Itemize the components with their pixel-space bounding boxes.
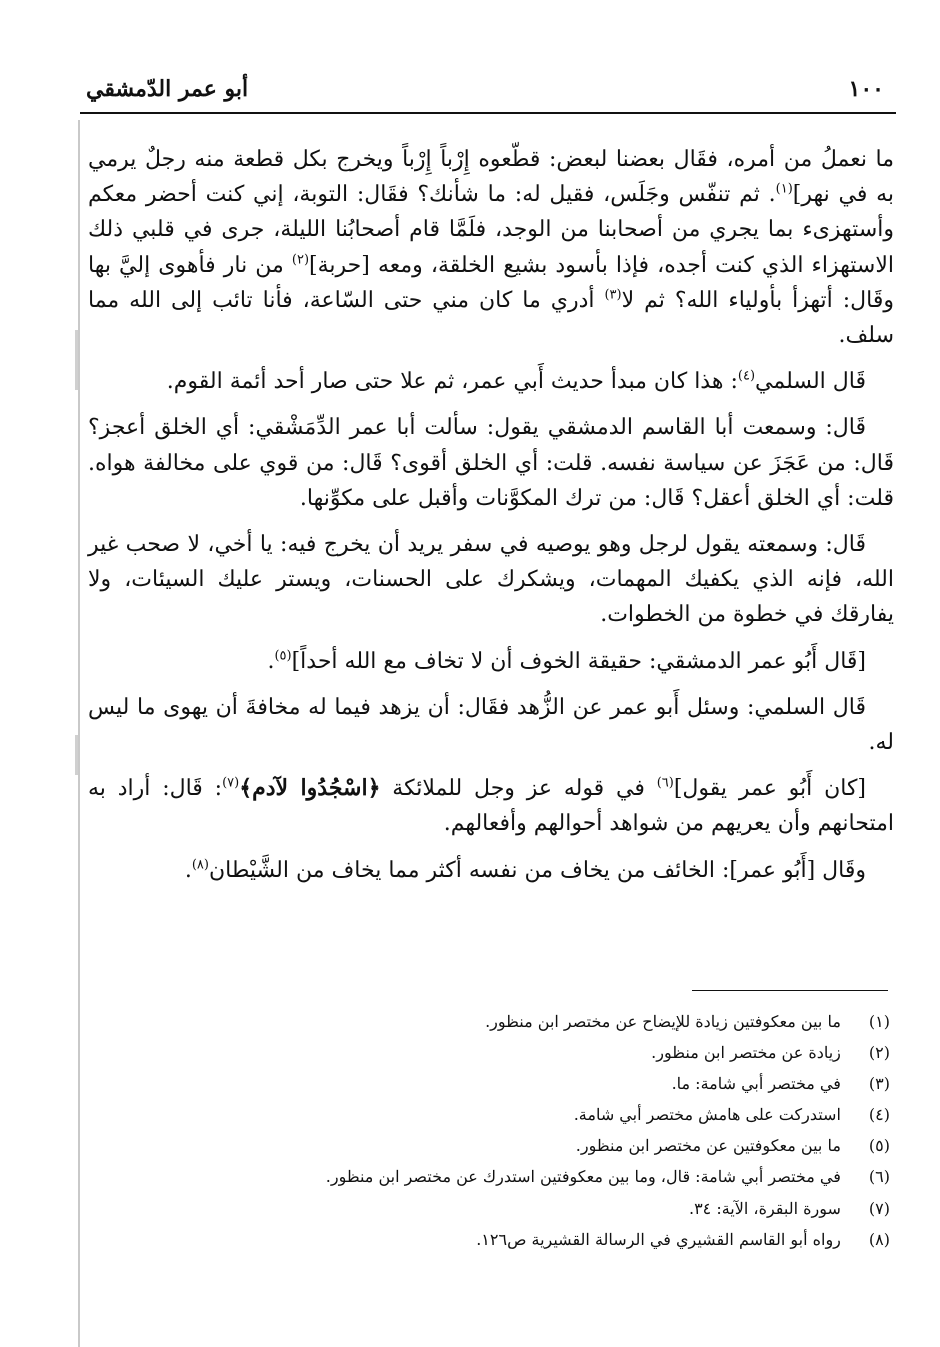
footnote-text: في مختصر أبي شامة: قال، وما بين معكوفتين استدرك عن مختصر ابن منظور. — [325, 1167, 841, 1187]
footnote-number: (٥) — [868, 1136, 890, 1156]
footnote-ref: (١) — [775, 181, 793, 197]
text-run: قَال: وسمعت أبا القاسم الدمشقي يقول: سألت أبا عمر الدِّمَشْقي: أي الخلق أعجز؟ قَال: من عَجَزَ عن سياسة نفسه. قلت: أي الخلق أقوى؟ قَال: من قوي على مخالفة هواه. قلت: أي الخلق أعقل؟ قَال: من ترك المكوَّنات وأقبل على مكوِّنها. — [88, 415, 894, 511]
quran-verse: ﴿اسْجُدُوا لآدم﴾ — [239, 775, 381, 802]
footnote-separator — [692, 990, 888, 991]
footnote — [120, 1006, 890, 1037]
paragraph — [88, 410, 894, 516]
binding-edge-line — [78, 120, 80, 1347]
footnote-number: (٢) — [868, 1043, 890, 1063]
text-run: قَال: وسمعته يقول لرجل وهو يوصيه في سفر يريد أن يخرج فيه: يا أخي، لا صحب غير الله، فإنه الذي يكفيك المهمات، ويشكرك على الحسنات، ويستر عليك السيئات، ولا يفارقك في خطوة من الخطوات. — [88, 532, 894, 628]
footnote — [120, 1068, 890, 1099]
page-header — [80, 70, 892, 110]
text-run: [قَال أَبُو عمر الدمشقي: حقيقة الخوف أن لا تخاف مع الله أحداً] — [291, 648, 866, 674]
margin-mark — [75, 735, 78, 775]
text-run: قَال السلمي: وسئل أَبو عمر عن الزُّهد فقَال: أن يزهد فيما له مخافةَ أن يهوى ما ليس له. — [88, 694, 894, 756]
text-run: قَال السلمي — [755, 369, 866, 395]
text-run: . ثم تنفّس وجَلَس، فقيل له: ما شأنك؟ فقَال: التوبة، إني كنت أحضر معكم وأستهزىء بما يجري من أصحابنا من الوجد، فلَمَّا قام أصحابُنا الليلة، جرى في قلبي ذلك الاستهزاء الذي كنت أجده، فإذا بأسود بشيع الخلقة، ومعه [حربة] — [88, 182, 895, 278]
text-run: : قَال: أراد به امتحانهم وأن يعريهم من شواهد أحوالهم وأفعالهم. — [88, 776, 894, 837]
paragraph — [88, 644, 894, 679]
footnote-text: استدركت على هامش مختصر أبي شامة. — [573, 1105, 841, 1125]
footnote — [120, 1161, 890, 1192]
text-run: ما نعملُ من أمره، فقَال بعضنا لبعض: قطّعوه إِرْباً إِرْباً ويخرج بكل قطعة منه رجلٌ يرمي به في نهر] — [88, 147, 895, 208]
paragraph — [88, 690, 894, 760]
footnote-ref: (٨) — [191, 857, 209, 873]
footnote-text: رواه أبو القاسم القشيري في الرسالة القشيرية ص١٢٦. — [476, 1229, 841, 1249]
text-run: . — [184, 857, 192, 883]
footnote — [120, 1193, 890, 1224]
footnotes — [120, 1006, 890, 1255]
footnote-number: (٦) — [868, 1167, 890, 1187]
text-run: في قوله عز وجل للملائكة — [380, 776, 657, 802]
paragraph — [88, 142, 894, 353]
page-number: ١٠٠ — [848, 76, 884, 102]
paragraph — [88, 364, 894, 399]
footnote-ref: (٧) — [222, 775, 240, 791]
footnote-ref: (٤) — [737, 368, 756, 384]
footnote-text: زيادة عن مختصر ابن منظور. — [651, 1043, 841, 1063]
text-run: . — [267, 648, 275, 674]
footnote — [120, 1224, 890, 1255]
footnote — [120, 1099, 890, 1130]
footnote — [120, 1037, 890, 1068]
paragraph — [88, 853, 894, 888]
footnote-text: ما بين معكوفتين عن مختصر ابن منظور. — [575, 1136, 841, 1156]
main-text — [88, 142, 894, 899]
footnote-ref: (٦) — [656, 775, 674, 791]
footnote-number: (١) — [868, 1012, 890, 1031]
paragraph — [88, 771, 894, 841]
text-run: من نار فأهوى إليَّ بها وقَال: أتهزأ بأولياء الله؟ ثم لا — [88, 252, 894, 313]
paragraph — [88, 527, 894, 633]
footnote-number: (٤) — [868, 1105, 890, 1125]
footnote — [120, 1130, 890, 1161]
running-title: أبو عمر الدّمشقي — [86, 76, 249, 102]
header-rule — [80, 112, 896, 114]
footnote-ref: (٢) — [291, 252, 310, 268]
footnote-text: سورة البقرة، الآية: ٣٤. — [688, 1198, 841, 1218]
footnote-ref: (٥) — [274, 648, 292, 664]
text-run: وقَال [أَبُو عمر]: الخائف من يخاف من نفسه أكثر مما يخاف من الشَّيْطان — [208, 857, 866, 883]
footnote-ref: (٣) — [604, 287, 622, 303]
footnote-number: (٨) — [868, 1229, 890, 1249]
footnote-text: ما بين معكوفتين زيادة للإيضاح عن مختصر ابن منظور. — [485, 1012, 841, 1031]
margin-mark — [75, 330, 78, 390]
text-run: : هذا كان مبدأ حديث أَبي عمر، ثم علا حتى صار أحد أئمة القوم. — [166, 369, 738, 395]
text-run: أدري ما كان مني حتى السّاعة، فأنا تائب إلى الله مما سلف. — [88, 287, 894, 349]
footnote-text: في مختصر أبي شامة: ما. — [671, 1074, 841, 1094]
footnote-number: (٣) — [868, 1074, 890, 1094]
text-run: [كان أَبُو عمر يقول] — [673, 776, 866, 802]
footnote-number: (٧) — [868, 1198, 890, 1218]
